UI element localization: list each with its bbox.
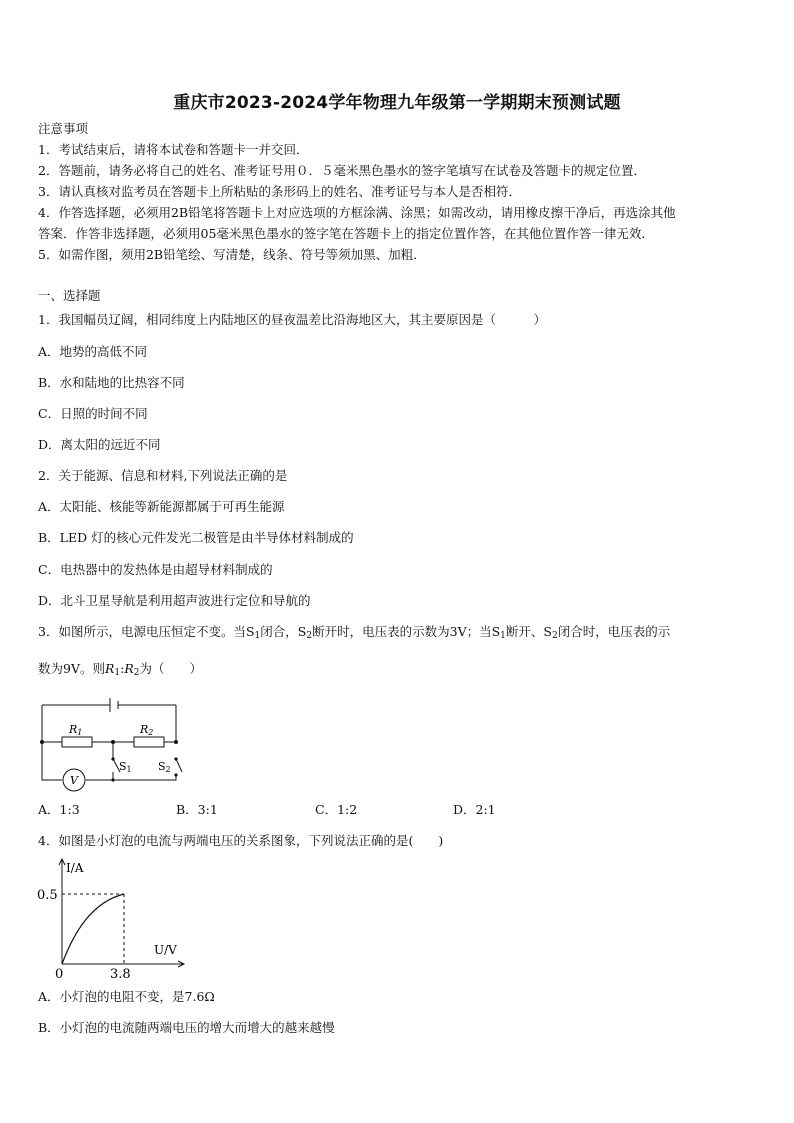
notice-item: 4．作答选择题，必须用2B铅笔将答题卡上对应选项的方框涂满、涂黑；如需改动，请用橡皮擦干净后，再选涂其他: [38, 205, 676, 220]
question-3-option-b: B．3:1: [176, 802, 218, 817]
label-r1: R1: [69, 723, 83, 737]
resistor-r2: [134, 737, 164, 747]
question-2-option-a: A．太阳能、核能等新能源都属于可再生能源: [38, 499, 285, 514]
question-2-option-c: C．电热器中的发热体是由超导材料制成的: [38, 562, 273, 577]
resistor-r1: [62, 737, 92, 747]
question-4-option-a: A．小灯泡的电阻不变，是7.6Ω: [38, 989, 215, 1004]
question-1-option-b: B．水和陆地的比热容不同: [38, 375, 185, 390]
notice-item: 1．考试结束后，请将本试卷和答题卡一并交回．: [38, 142, 309, 157]
x-tick-label: 3.8: [110, 967, 131, 982]
question-1-option-c: C．日照的时间不同: [38, 406, 148, 421]
page-title: 重庆市2023-2024学年物理九年级第一学期期末预测试题: [173, 93, 621, 113]
iv-graph: [34, 852, 194, 982]
question-4-option-b: B．小灯泡的电流随两端电压的增大而增大的越来越慢: [38, 1020, 335, 1035]
question-2-option-b: B．LED 灯的核心元件发光二极管是由半导体材料制成的: [38, 530, 354, 545]
y-axis-label: I/A: [66, 861, 84, 875]
label-voltmeter: V: [70, 774, 78, 787]
question-3-option-d: D．2:1: [453, 802, 496, 817]
x-axis-label: U/V: [154, 943, 177, 957]
question-3-option-a: A．1:3: [38, 802, 80, 817]
notice-item: 答案．作答非选择题，必须用05毫米黑色墨水的签字笔在答题卡上的指定位置作答，在其他位置作答一律无效．: [38, 226, 654, 241]
question-1-stem: 1．我国幅员辽阔，相同纬度上内陆地区的昼夜温差比沿海地区大，其主要原因是（ ）: [38, 312, 546, 327]
question-3-option-c: C．1:2: [315, 802, 358, 817]
circuit-diagram: [36, 692, 188, 792]
notice-item: 5．如需作图，须用2B铅笔绘、写清楚，线条、符号等须加黑、加粗．: [38, 247, 426, 262]
question-1-option-a: A．地势的高低不同: [38, 344, 148, 359]
notice-item: 3．请认真核对监考员在答题卡上所粘贴的条形码上的姓名、准考证号与本人是否相符．: [38, 184, 521, 199]
question-2-stem: 2．关于能源、信息和材料,下列说法正确的是: [38, 468, 288, 483]
question-4-stem: 4．如图是小灯泡的电流与两端电压的关系图象，下列说法正确的是( ): [38, 833, 444, 848]
notice-heading: 注意事项: [38, 121, 89, 136]
origin-label: 0: [55, 967, 64, 982]
label-r2: R2: [140, 723, 154, 737]
iv-curve: [62, 894, 124, 964]
label-s2: S2: [158, 760, 171, 774]
question-3-stem: 3．如图所示，电源电压恒定不变。当$S_1$闭合，$S_2$断开时，电压表的示数为3V；当$S_1$断开、$S_2$闭合时，电压表的示: [38, 624, 671, 641]
section-heading: 一、选择题: [38, 288, 101, 303]
label-s1: S1: [119, 760, 132, 774]
y-tick-label: 0.5: [37, 888, 58, 903]
question-3-stem-line2: 数为9V。则$R_1:R_2$为（ ）: [38, 661, 203, 678]
question-1-option-d: D．离太阳的远近不同: [38, 437, 161, 452]
question-2-option-d: D．北斗卫星导航是利用超声波进行定位和导航的: [38, 593, 311, 608]
notice-item: 2．答题前，请务必将自己的姓名、准考证号用０．５毫米黑色墨水的签字笔填写在试卷及答题卡的规定位置．: [38, 163, 646, 178]
